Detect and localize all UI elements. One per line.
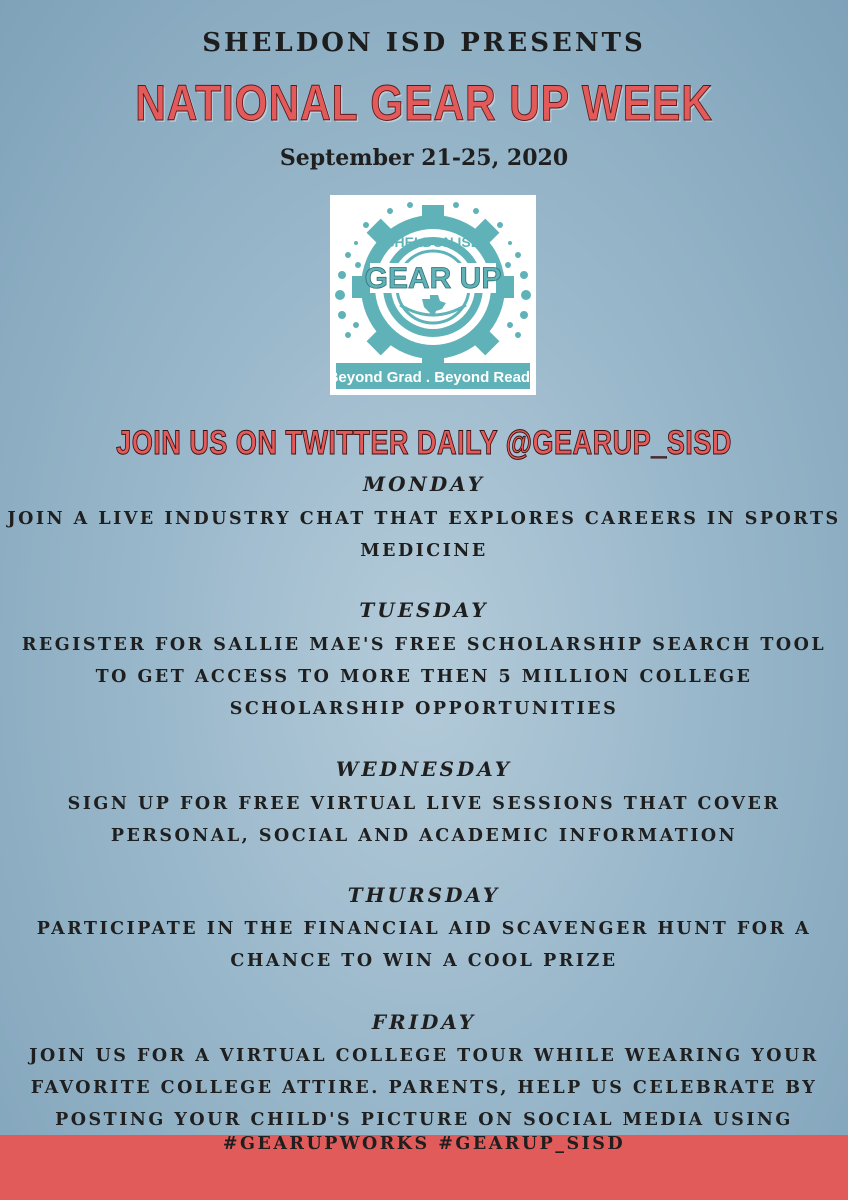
day-description-thursday: PARTICIPATE IN THE FINANCIAL AID SCAVENGER HUNT FOR A CHANCE TO WIN A COOL PRIZE	[36, 919, 812, 971]
footer-hashtags: #GEARUPWORKS #GEARUP_SISD	[222, 1134, 626, 1154]
page-title: NATIONAL GEAR UP WEEK	[135, 75, 713, 131]
presenter-line: SHELDON ISD PRESENTS	[202, 28, 646, 58]
day-description-friday: JOIN US FOR A VIRTUAL COLLEGE TOUR WHILE WEARING YOUR FAVORITE COLLEGE ATTIRE. PARENTS, HELP US CELEBRATE BY POSTING YOUR CHILD'S PICTURE ON SOCIAL MEDIA USING	[29, 1046, 819, 1130]
logo-main-text: GEAR UP	[364, 262, 502, 295]
twitter-callout: JOIN US ON TWITTER DAILY @GEARUP_SISD	[116, 424, 732, 462]
day-description-tuesday: REGISTER FOR SALLIE MAE'S FREE SCHOLARSHIP SEARCH TOOL TO GET ACCESS TO MORE THEN 5 MILLION COLLEGE SCHOLARSHIP OPPORTUNITIES	[21, 635, 827, 719]
day-heading-thursday: THURSDAY	[347, 883, 501, 907]
logo-tagline: Beyond Grad . Beyond Ready	[330, 369, 536, 386]
event-dates: September 21-25, 2020	[279, 145, 569, 171]
gear-up-logo	[330, 195, 536, 395]
day-description-monday: JOIN A LIVE INDUSTRY CHAT THAT EXPLORES CAREERS IN SPORTS MEDICINE	[7, 509, 841, 561]
day-heading-friday: FRIDAY	[371, 1010, 477, 1034]
day-heading-wednesday: WEDNESDAY	[335, 757, 513, 781]
logo-top-text: SHELDON ISD	[385, 234, 481, 250]
day-heading-monday: MONDAY	[363, 472, 485, 496]
day-heading-tuesday: TUESDAY	[359, 598, 489, 622]
day-description-wednesday: SIGN UP FOR FREE VIRTUAL LIVE SESSIONS THAT COVER PERSONAL, SOCIAL AND ACADEMIC INFORMATION	[67, 794, 781, 846]
